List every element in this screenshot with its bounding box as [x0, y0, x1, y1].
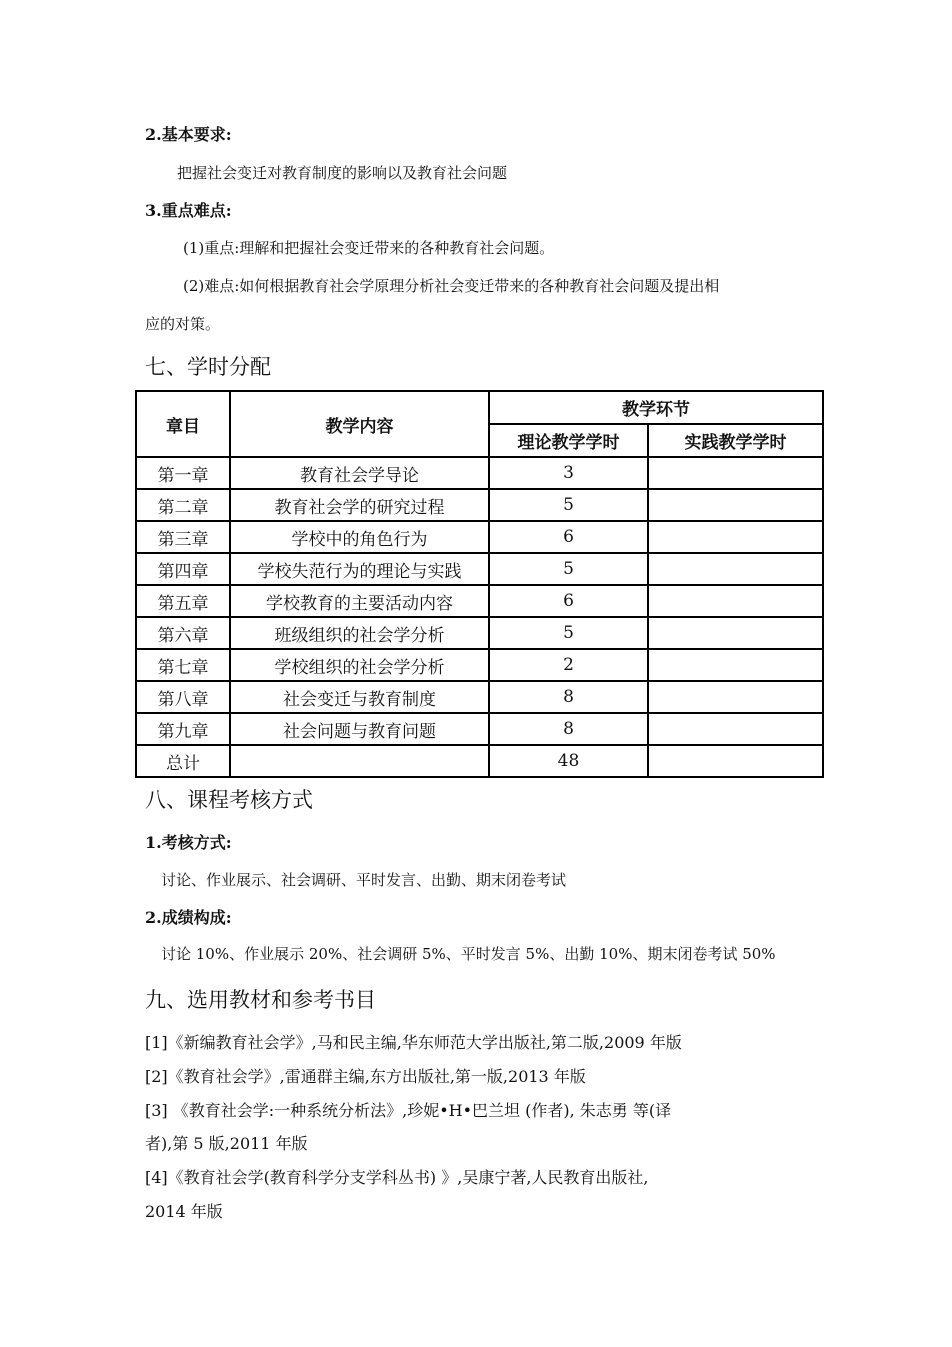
basic-requirements-text: 把握社会变迁对教育制度的影响以及教育社会问题 [177, 164, 508, 182]
table-row [136, 521, 823, 553]
key-point-item-1: (1)重点:理解和把握社会变迁带来的各种教育社会问题。 [183, 239, 555, 257]
cell-theory: 3 [489, 457, 648, 489]
cell-content: 班级组织的社会学分析 [230, 617, 489, 649]
cell-theory: 8 [489, 681, 648, 713]
cell-practice [648, 585, 823, 617]
cell-theory: 5 [489, 489, 648, 521]
reference-4-line-1: [4]《教育社会学(教育科学分支学科丛书) 》,吴康宁著,人民教育出版社, [145, 1168, 649, 1187]
cell-chapter: 第四章 [136, 553, 230, 585]
cell-theory: 6 [489, 521, 648, 553]
section-7-title: 七、学时分配 [145, 355, 271, 379]
key-point-item-2-line-1: (2)难点:如何根据教育社会学原理分析社会变迁带来的各种教育社会问题及提出相 [183, 277, 720, 295]
key-points-heading: 3.重点难点: [145, 201, 232, 220]
basic-requirements-heading: 2.基本要求: [145, 125, 232, 144]
cell-practice [648, 457, 823, 489]
score-composition-heading: 2.成绩构成: [145, 908, 232, 927]
reference-4-line-2: 2014 年版 [145, 1202, 223, 1221]
cell-theory: 5 [489, 617, 648, 649]
assessment-method-heading: 1.考核方式: [145, 833, 232, 852]
cell-chapter: 第二章 [136, 489, 230, 521]
section-9-title: 九、选用教材和参考书目 [145, 988, 376, 1012]
cell-chapter: 第一章 [136, 457, 230, 489]
hours-allocation-table [135, 390, 824, 778]
cell-chapter: 第九章 [136, 713, 230, 745]
col-header-theory-hours: 理论教学学时 [489, 424, 648, 457]
cell-practice [648, 649, 823, 681]
table-row [136, 489, 823, 521]
cell-theory: 6 [489, 585, 648, 617]
table-row [136, 457, 823, 489]
cell-content: 学校教育的主要活动内容 [230, 585, 489, 617]
cell-content: 学校失范行为的理论与实践 [230, 553, 489, 585]
cell-content: 教育社会学的研究过程 [230, 489, 489, 521]
cell-theory: 5 [489, 553, 648, 585]
cell-content: 社会变迁与教育制度 [230, 681, 489, 713]
reference-1: [1]《新编教育社会学》,马和民主编,华东师范大学出版社,第二版,2009 年版 [145, 1033, 682, 1052]
table-row [136, 713, 823, 745]
cell-theory: 48 [489, 745, 648, 777]
key-point-item-2-line-2: 应的对策。 [145, 315, 221, 333]
cell-chapter: 第六章 [136, 617, 230, 649]
cell-content: 社会问题与教育问题 [230, 713, 489, 745]
score-composition-text: 讨论 10%、作业展示 20%、社会调研 5%、平时发言 5%、出勤 10%、期末闭卷考试 50% [161, 945, 776, 963]
table-row [136, 649, 823, 681]
reference-2: [2]《教育社会学》,雷通群主编,东方出版社,第一版,2013 年版 [145, 1067, 586, 1086]
col-header-teaching-stage: 教学环节 [489, 391, 823, 424]
col-header-chapter: 章目 [136, 391, 230, 457]
cell-theory: 8 [489, 713, 648, 745]
cell-practice [648, 521, 823, 553]
table-row [136, 681, 823, 713]
cell-content: 学校组织的社会学分析 [230, 649, 489, 681]
col-header-practice-hours: 实践教学学时 [648, 424, 823, 457]
cell-content [230, 745, 489, 777]
cell-content: 学校中的角色行为 [230, 521, 489, 553]
cell-content: 教育社会学导论 [230, 457, 489, 489]
cell-chapter: 第七章 [136, 649, 230, 681]
cell-practice [648, 713, 823, 745]
cell-practice [648, 617, 823, 649]
table-row [136, 617, 823, 649]
cell-chapter: 第八章 [136, 681, 230, 713]
cell-practice [648, 553, 823, 585]
table-row [136, 553, 823, 585]
col-header-content: 教学内容 [230, 391, 489, 457]
section-8-title: 八、课程考核方式 [145, 788, 313, 812]
cell-chapter: 第五章 [136, 585, 230, 617]
cell-chapter: 第三章 [136, 521, 230, 553]
cell-practice [648, 745, 823, 777]
cell-practice [648, 489, 823, 521]
table-row-total [136, 745, 823, 777]
assessment-method-text: 讨论、作业展示、社会调研、平时发言、出勤、期末闭卷考试 [161, 871, 567, 889]
table-row [136, 585, 823, 617]
reference-3-line-2: 者),第 5 版,2011 年版 [145, 1134, 308, 1153]
cell-practice [648, 681, 823, 713]
reference-3-line-1: [3] 《教育社会学:一种系统分析法》,珍妮•H•巴兰坦 (作者), 朱志勇 等(译 [145, 1101, 672, 1120]
cell-theory: 2 [489, 649, 648, 681]
cell-chapter: 总计 [136, 745, 230, 777]
